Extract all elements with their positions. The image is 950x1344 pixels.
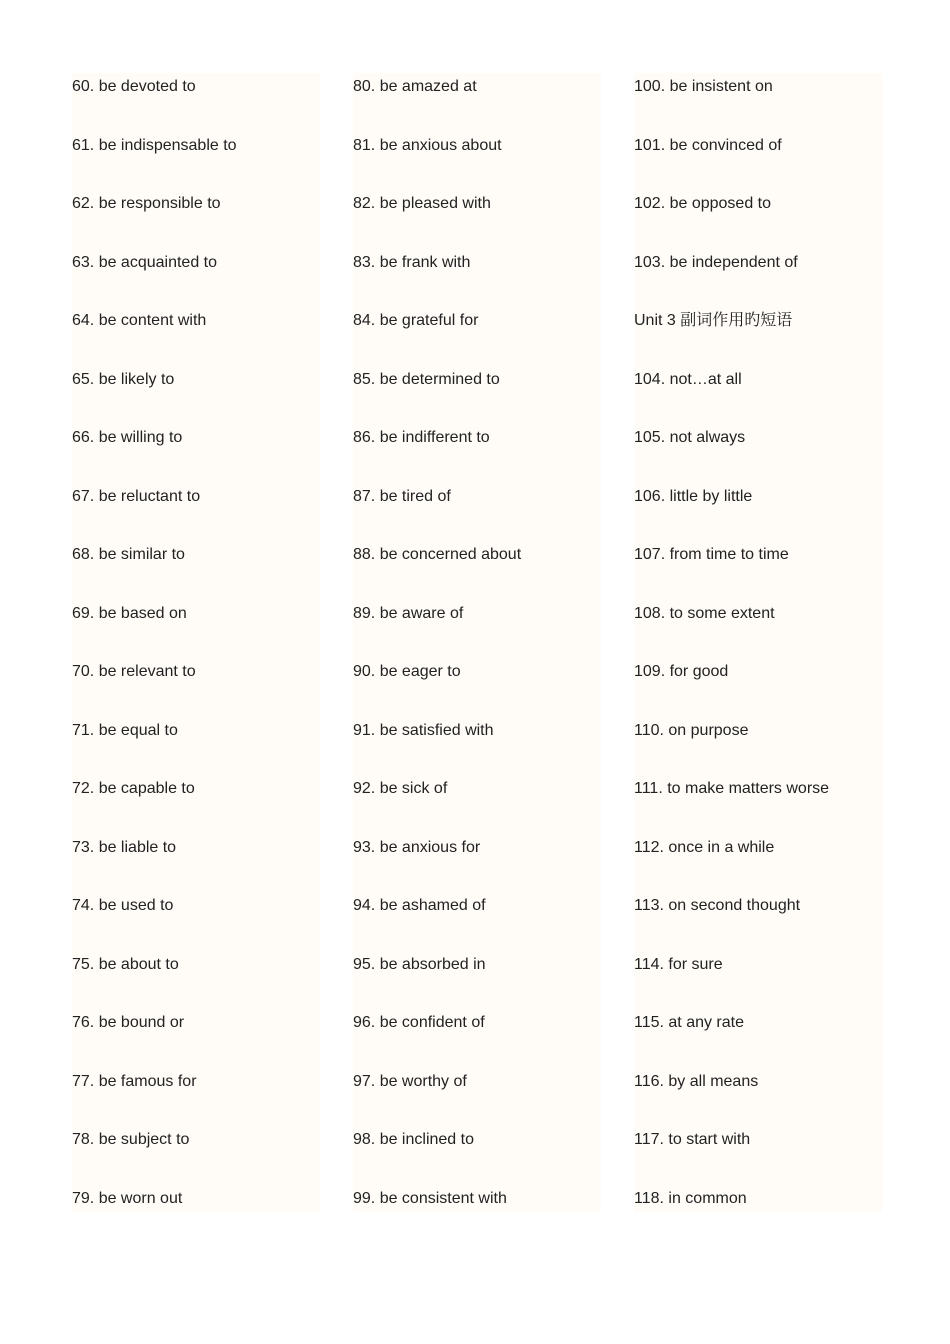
phrase-item: 111. to make matters worse — [634, 780, 830, 797]
phrase-item: 78. be subject to — [72, 1131, 190, 1148]
phrase-item: 108. to some extent — [634, 604, 775, 622]
phrase-column-3 — [634, 73, 882, 1212]
phrase-item: 93. be anxious for — [353, 838, 481, 856]
phrase-item: 70. be relevant to — [72, 663, 196, 680]
phrase-column-1 — [72, 73, 320, 1212]
phrase-item: 88. be concerned about — [353, 546, 522, 563]
phrase-item: 74. be used to — [72, 897, 174, 914]
phrase-item: 66. be willing to — [72, 429, 183, 446]
phrase-item: 79. be worn out — [72, 1189, 183, 1207]
phrase-item: 62. be responsible to — [72, 195, 221, 212]
phrase-item: 84. be grateful for — [353, 312, 479, 329]
phrase-item: 117. to start with — [634, 1131, 751, 1148]
phrase-item: 60. be devoted to — [72, 78, 196, 95]
phrase-item: 72. be capable to — [72, 780, 195, 797]
phrase-item: 75. be about to — [72, 955, 179, 973]
phrase-item: 91. be satisfied with — [353, 721, 494, 739]
phrase-item: 102. be opposed to — [634, 195, 772, 212]
phrase-item: 109. for good — [634, 663, 729, 680]
phrase-item: 106. little by little — [634, 487, 753, 505]
phrase-item: 118. in common — [634, 1189, 747, 1207]
phrase-item: 97. be worthy of — [353, 1072, 467, 1090]
phrase-item: 71. be equal to — [72, 721, 178, 739]
unit-heading: Unit 3 副词作用旳短语 — [634, 312, 793, 329]
phrase-item: 65. be likely to — [72, 370, 175, 388]
phrase-column-2 — [353, 73, 601, 1212]
phrase-item: 76. be bound or — [72, 1014, 185, 1031]
phrase-item: 115. at any rate — [634, 1014, 744, 1031]
phrase-item: 63. be acquainted to — [72, 253, 218, 271]
phrase-item: 94. be ashamed of — [353, 897, 486, 914]
phrase-item: 98. be inclined to — [353, 1131, 474, 1148]
phrase-item: 69. be based on — [72, 604, 187, 622]
phrase-item: 101. be convinced of — [634, 136, 782, 154]
phrase-item: 89. be aware of — [353, 604, 464, 622]
phrase-item: 68. be similar to — [72, 546, 185, 563]
phrase-item: 96. be confident of — [353, 1014, 485, 1031]
phrase-item: 110. on purpose — [634, 721, 749, 739]
phrase-item: 105. not always — [634, 429, 746, 446]
phrase-item: 80. be amazed at — [353, 78, 477, 95]
phrase-item: 86. be indifferent to — [353, 429, 490, 446]
phrase-item: 99. be consistent with — [353, 1189, 507, 1207]
phrase-item: 73. be liable to — [72, 838, 177, 856]
phrase-item: 90. be eager to — [353, 663, 461, 680]
phrase-item: 114. for sure — [634, 955, 723, 973]
phrase-item: 116. by all means — [634, 1072, 759, 1090]
phrase-item: 100. be insistent on — [634, 78, 773, 95]
phrase-item: 103. be independent of — [634, 253, 798, 271]
phrase-item: 61. be indispensable to — [72, 136, 237, 154]
phrase-item: 95. be absorbed in — [353, 955, 486, 973]
phrase-item: 107. from time to time — [634, 546, 789, 563]
phrase-item: 77. be famous for — [72, 1072, 197, 1090]
phrase-item: 64. be content with — [72, 312, 207, 329]
phrase-item: 92. be sick of — [353, 780, 448, 797]
phrase-item: 81. be anxious about — [353, 136, 502, 154]
phrase-item: 82. be pleased with — [353, 195, 491, 212]
phrase-item: 85. be determined to — [353, 370, 500, 388]
phrase-item: 67. be reluctant to — [72, 487, 201, 505]
phrase-item: 113. on second thought — [634, 897, 801, 914]
phrase-item: 87. be tired of — [353, 487, 451, 505]
phrase-item: 83. be frank with — [353, 253, 471, 271]
phrase-item: 112. once in a while — [634, 838, 775, 856]
phrase-item: 104. not…at all — [634, 370, 742, 388]
